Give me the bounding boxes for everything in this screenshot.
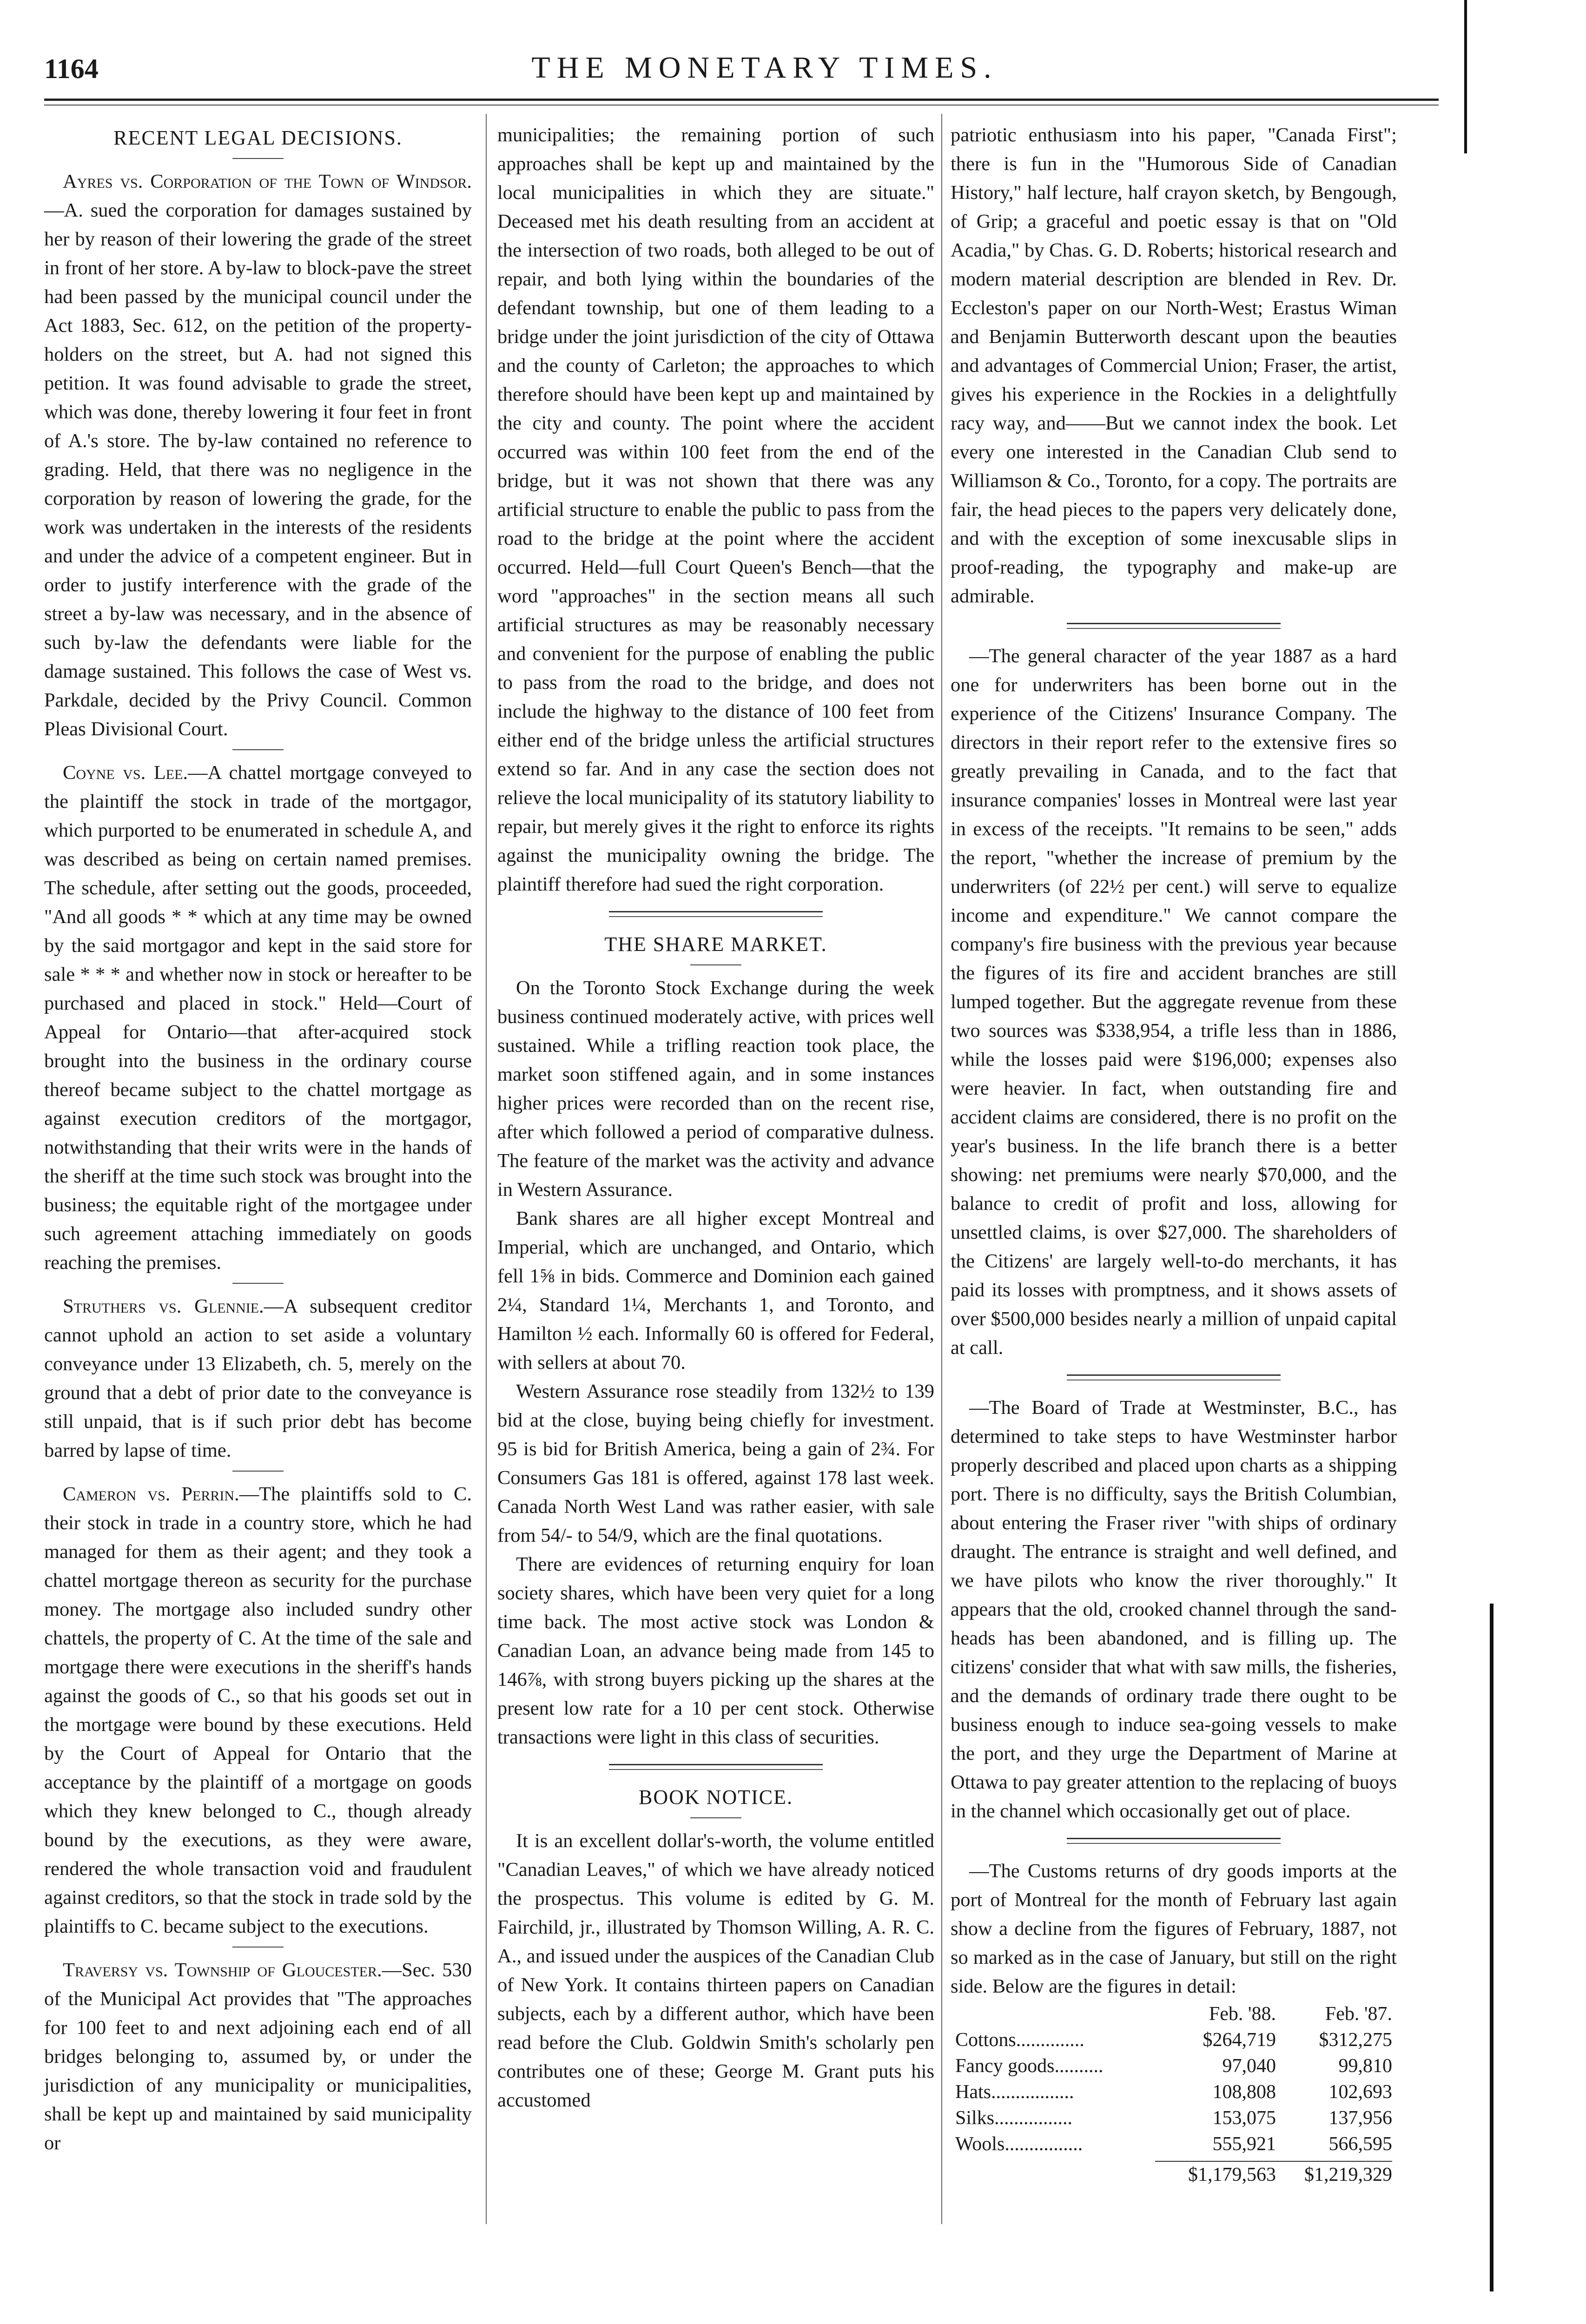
section-title-book-notice: BOOK NOTICE. xyxy=(639,1786,793,1809)
column-divider xyxy=(486,114,487,2224)
page-number: 1164 xyxy=(44,53,99,84)
table-cell: Silks................ xyxy=(955,2107,1073,2129)
case-paragraph xyxy=(44,1292,472,1465)
table-cell: 102,693 xyxy=(1328,2081,1392,2103)
section-divider xyxy=(1067,1838,1281,1844)
table-row xyxy=(955,2105,1392,2131)
table-total-row xyxy=(955,2162,1392,2188)
case-name: Ayres vs. Corporation of the Town of Windsor. xyxy=(63,171,472,192)
board-of-trade-paragraph: —The Board of Trade at Westminster, B.C., has determined to take steps to have Westminster harbor properly described and placed upon charts as a shipping port. There is no difficulty, says the British Columbian, about entering the Fraser river "with ships of ordinary draught. The entrance is straight and well defined, and we have pilots who know the river thoroughly." It appears that the old, crooked channel through the sand-heads has been abandoned, and is filling up. The citizens' consider that what with saw mills, the fisheries, and the demands of ordinary trade there ought to be business enough to induce sea-going vessels to make the port, and they urge the Department of Marine at Ottawa to pay greater attention to the replacing of buoys in the channel which occasionally get out of place. xyxy=(951,1397,1397,1822)
table-cell: 97,040 xyxy=(1222,2055,1276,2077)
table-cell: 555,921 xyxy=(1212,2133,1276,2155)
column-1 xyxy=(44,121,472,2158)
case-text: —A chattel mortgage conveyed to the plaintiff the stock in trade of the mortgagor, which purported to be enumerated in schedule A, and was described as being on certain named premises. The schedule, after setting out the goods, proceeded, "And all goods * * which at any time may be owned by the said mortgagor and kept in the said store for sale * * * and whether now in stock or hereafter to be purchased and placed in stock." Held—Court of Appeal for Ontario—that after-acquired stock brought into the business in the ordinary course thereof became subject to the chattel mortgage as against execution creditors of the mortgagor, notwithstanding that their writs were in the hands of the sheriff at the time such stock was brought into the business; the equitable right of the mortgagee under such agreement attaching immediately on goods reaching the premises. xyxy=(44,762,472,1274)
column-3 xyxy=(951,121,1397,2188)
table-cell: $264,719 xyxy=(1203,2029,1276,2051)
header-rule xyxy=(44,99,1439,101)
scan-edge-mark xyxy=(1464,0,1467,153)
case-paragraph xyxy=(44,1956,472,2158)
case-paragraph xyxy=(44,167,472,744)
header-rule-thin xyxy=(44,105,1439,106)
divider xyxy=(232,158,284,159)
divider xyxy=(232,1471,284,1472)
section-title-legal-decisions: RECENT LEGAL DECISIONS. xyxy=(113,126,403,149)
share-paragraph: Western Assurance rose steadily from 132½ to 139 bid at the close, buying being chiefly for investment. 95 is bid for British America, being a gain of 2¾. For Consumers Gas 181 is offered, against 178 last week. Canada North West Land was rather easier, with sale from 54/- to 54/9, which are the final quotations. xyxy=(497,1380,934,1546)
share-paragraph: Bank shares are all higher except Montreal and Imperial, which are unchanged, and Ontario, which fell 1⅝ in bids. Commerce and Dominion each gained 2¼, Standard 1¼, Merchants 1, and Toronto, and Hamilton ½ each. Informally 60 is offered for Federal, with sellers at about 70. xyxy=(497,1208,934,1373)
table-cell: $312,275 xyxy=(1319,2029,1392,2051)
table-header-cell: Feb. '88. xyxy=(1209,2003,1276,2025)
scan-edge-mark xyxy=(1490,1604,1493,2291)
share-paragraph: On the Toronto Stock Exchange during the week business continued moderately active, with prices well sustained. While a trifling reaction took place, the market soon stiffened again, and in some instances higher prices were recorded than on the recent rise, after which followed a period of comparative dulness. The feature of the market was the activity and advance in Western Assurance. xyxy=(497,977,934,1201)
divider xyxy=(690,1817,741,1818)
table-cell: 566,595 xyxy=(1328,2133,1392,2155)
divider xyxy=(232,1947,284,1948)
table-cell: Fancy goods.......... xyxy=(955,2055,1104,2077)
table-row xyxy=(955,2131,1392,2157)
divider xyxy=(232,1283,284,1284)
case-name: Coyne vs. Lee. xyxy=(63,762,188,784)
column-divider xyxy=(941,114,942,2224)
table-total-cell: $1,219,329 xyxy=(1304,2164,1392,2185)
table-row xyxy=(955,2079,1392,2105)
case-name: Struthers vs. Glennie. xyxy=(63,1295,264,1317)
share-paragraph: There are evidences of returning enquiry for loan society shares, which have been very quiet for a long time back. The most active stock was London & Canadian Loan, an advance being made from 145 to 146⅞, with strong buyers picking up the shares at the present low rate for a 10 per cent stock. Otherwise transactions were light in this class of securities. xyxy=(497,1553,934,1748)
customs-paragraph: —The Customs returns of dry goods imports at the port of Montreal for the month of February last again show a decline from the figures of February, 1887, not so marked as in the case of January, but still on the right side. Below are the figures in detail: xyxy=(951,1860,1397,1997)
section-divider xyxy=(1067,623,1281,629)
case-text: —A. sued the corporation for damages sustained by her by reason of their lowering the grade of the street in front of her store. A by-law to block-pave the street had been passed by the municipal council under the Act 1883, Sec. 612, on the petition of the property-holders on the street, but A. had not signed this petition. It was found advisable to grade the street, which was done, thereby lowering it four feet in front of A.'s store. The by-law contained no reference to grading. Held, that there was no negligence in the corporation by reason of lowering the grade, for the work was undertaken in the interests of the residents and under the advice of a competent engineer. But in order to justify interference with the grade of the street a by-law was necessary, and in the absence of such by-law the defendants were liable for the damage sustained. This follows the case of West vs. Parkdale, decided by the Privy Council. Common Pleas Divisional Court. xyxy=(44,199,472,740)
case-name: Traversy vs. Township of Gloucester. xyxy=(63,1959,382,1981)
table-header-cell: Feb. '87. xyxy=(1325,2003,1392,2025)
book-paragraph: It is an excellent dollar's-worth, the volume entitled "Canadian Leaves," of which we have already noticed the prospectus. This volume is edited by G. M. Fairchild, jr., illustrated by Thomson Willing, A. R. C. A., and issued under the auspices of the Canadian Club of New York. It contains thirteen papers on Canadian subjects, each by a different author, which have been read before the Club. Goldwin Smith's scholarly pen contributes one of these; George M. Grant puts his accustomed xyxy=(497,1830,934,2111)
divider xyxy=(232,749,284,750)
table-cell: 108,808 xyxy=(1212,2081,1276,2103)
case-name: Cameron vs. Perrin. xyxy=(63,1483,239,1505)
table-cell xyxy=(955,2162,1160,2188)
table-cell: 137,956 xyxy=(1328,2107,1392,2129)
continuation-paragraph: patriotic enthusiasm into his paper, "Canada First"; there is fun in the "Humorous Side of Canadian History," half lecture, half crayon sketch, by Bengough, of Grip; a graceful and poetic essay is that on "Old Acadia," by Chas. G. D. Roberts; historical research and modern material description are blended in Rev. Dr. Eccleston's paper on our North-West; Erastus Wiman and Benjamin Butterworth descant upon the beauties and advantages of Commercial Union; Fraser, the artist, gives his experience in the Rockies in a delightfully racy way, and——But we cannot index the book. Let every one interested in the Canadian Club send to Williamson & Co., Toronto, for a copy. The portraits are fair, the head pieces to the papers very delicately done, and with the exception of some inexcusable slips in proof-reading, the typography and make-up are admirable. xyxy=(951,124,1397,607)
table-cell: Hats................. xyxy=(955,2081,1074,2103)
table-row xyxy=(955,2053,1392,2079)
table-cell: 153,075 xyxy=(1212,2107,1276,2129)
table-cell: Wools................ xyxy=(955,2133,1083,2155)
customs-table xyxy=(955,2001,1392,2188)
case-text: —A subsequent creditor cannot uphold an action to set aside a voluntary conveyance under 13 Elizabeth, ch. 5, merely on the ground that a debt of prior date to the conveyance is still unpaid, that is if such prior debt has become barred by lapse of time. xyxy=(44,1295,472,1461)
page-title: THE MONETARY TIMES. xyxy=(531,51,998,85)
page-header xyxy=(44,50,1485,87)
continuation-paragraph: municipalities; the remaining portion of such approaches shall be kept up and maintained by the local municipalities in which they are situate." Deceased met his death resulting from an accident at the intersection of two roads, both alleged to be out of repair, and both lying within the boundaries of the defendant township, but one of them leading to a bridge under the joint jurisdiction of the city of Ottawa and the county of Carleton; the approaches to which therefore should have been kept up and maintained by the city and county. The point where the accident occurred was within 100 feet from the end of the bridge, but it was not shown that there was any artificial structure to enable the public to pass from the road to the bridge at the point where the accident occurred. Held—full Court Queen's Bench—that the word "approaches" in the section means all such artificial structures as may be reasonably necessary and convenient for the purpose of enabling the public to pass from the road to the bridge, and does not include the highway to the distance of 100 feet from either end of the bridge unless the artificial structures extend so far. And in any case the section does not relieve the local municipality of its statutory liability to repair, but merely gives it the right to enforce its rights against the municipality owning the bridge. The plaintiff therefore had sued the right corporation. xyxy=(497,124,934,895)
case-paragraph xyxy=(44,1480,472,1941)
table-header-row xyxy=(955,2001,1392,2027)
table-header-cell xyxy=(955,2001,1160,2027)
section-divider xyxy=(609,911,823,917)
divider xyxy=(690,964,741,965)
table-row xyxy=(955,2027,1392,2053)
case-text: —Sec. 530 of the Municipal Act provides that "The approaches for 100 feet to and next adjoining each end of all bridges belonging to, assumed by, or under the jurisdiction of any municipality or municipalities, shall be kept up and maintained by said municipality or xyxy=(44,1959,472,2154)
case-text: —The plaintiffs sold to C. their stock in trade in a country store, which he had managed for them as their agent; and they took a chattel mortgage thereon as security for the purchase money. The mortgage also included sundry other chattels, the property of C. At the time of the sale and mortgage there were executions in the sheriff's hands against the goods of C., so that his goods set out in the mortgage were bound by these executions. Held by the Court of Appeal for Ontario that the acceptance by the plaintiff of a mortgage on goods which they knew belonged to C., though already bound by the executions, as they were aware, rendered the whole transaction void and fraudulent against creditors, so that the stock in trade sold by the plaintiffs to C. became subject to the executions. xyxy=(44,1483,472,1937)
case-paragraph xyxy=(44,759,472,1277)
section-divider xyxy=(609,1764,823,1770)
section-divider xyxy=(1067,1374,1281,1380)
table-cell: 99,810 xyxy=(1338,2055,1392,2077)
section-title-share-market: THE SHARE MARKET. xyxy=(604,933,827,956)
table-total-cell: $1,179,563 xyxy=(1188,2164,1276,2185)
insurance-paragraph: —The general character of the year 1887 as a hard one for underwriters has been borne out in the experience of the Citizens' Insurance Company. The directors in their report refer to the extensive fires so greatly prevailing in Canada, and to the fact that insurance companies' losses in Montreal were last year in excess of the receipts. "It remains to be seen," adds the report, "whether the increase of premium by the underwriters (of 22½ per cent.) will serve to equalize income and expenditure." We cannot compare the company's fire business with the previous year because the figures of its fire and accident branches are still lumped together. But the aggregate revenue from these two sources was $338,954, a trifle less than in 1886, while the losses paid were $196,000; expenses also were heavier. In fact, when outstanding fire and accident claims are considered, there is no profit on the year's business. In the life branch there is a better showing: net premiums were nearly $70,000, and the balance to credit of profit and loss, allowing for unsettled claims, is over $27,000. The shareholders of the Citizens' are largely well-to-do merchants, it has paid its losses with promptness, and it shows assets of over $500,000 besides nearly a million of unpaid capital at call. xyxy=(951,645,1397,1359)
column-2 xyxy=(497,121,934,2115)
table-cell: Cottons.............. xyxy=(955,2029,1084,2051)
